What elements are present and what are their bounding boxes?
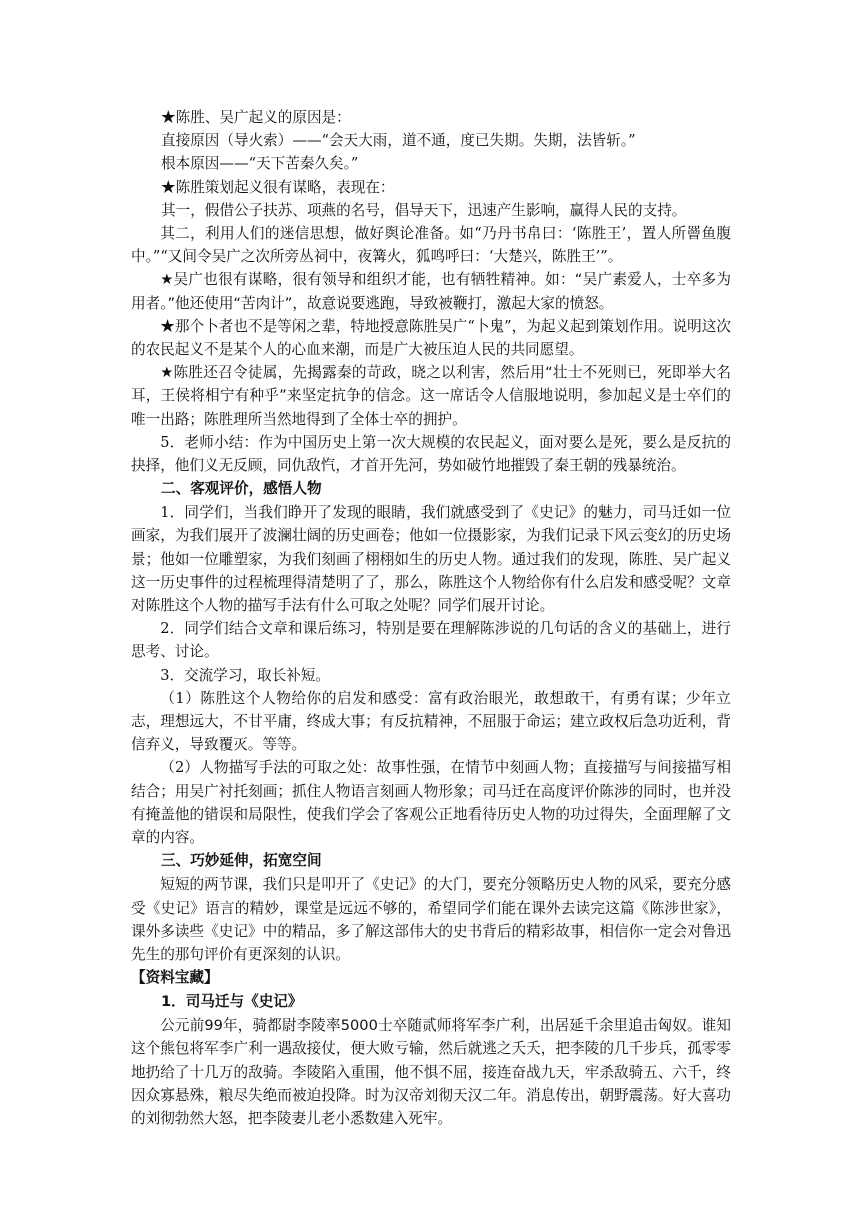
plan-point-second: 其二，利用人们的迷信思想，做好舆论准备。如“乃丹书帛曰：‘陈胜王’，置人所罾鱼腹中。”“又间令吴广之次所旁丛祠中，夜篝火，狐鸣呼曰：‘大楚兴，陈胜王’”。 bbox=[131, 225, 731, 266]
wuguang-paragraph: ★吴广也很有谋略，很有领导和组织才能，也有牺牲精神。如：“吴广素爱人，士卒多为用者。”他还使用“苦肉计”，故意说要逃跑，导致被鞭打，激起大家的愤怒。 bbox=[131, 271, 731, 312]
direct-cause: 直接原因（导火索）——“会天大雨，道不通，度已失期。失期，法皆斩。” bbox=[161, 132, 636, 150]
extension-paragraph: 短短的两节课，我们只是叩开了《史记》的大门，要充分领略历史人物的风采，要充分感受《史记》语言的精妙，课堂是远远不够的，希望同学们能在课外去读完这篇《陈涉世家》，课外多读些《史记》中的精品，多了解这部伟大的史书背后的精彩故事，相信你一定会对鲁迅先生的那句评价有更深刻的认识。 bbox=[131, 876, 731, 963]
evaluation-paragraph-2: 2．同学们结合文章和课后练习，特别是要在理解陈涉说的几句话的含义的基础上，进行思考、讨论。 bbox=[131, 620, 731, 661]
resources-heading: 【资料宝藏】 bbox=[131, 969, 219, 987]
resources-sub-heading: 1．司马迁与《史记》 bbox=[161, 993, 303, 1011]
section-heading-evaluation: 二、客观评价，感悟人物 bbox=[161, 480, 322, 498]
causes-title: ★陈胜、吴广起义的原因是： bbox=[161, 109, 351, 126]
plan-title: ★陈胜策划起义很有谋略，表现在： bbox=[161, 178, 395, 196]
summon-paragraph: ★陈胜还召令徒属，先揭露秦的苛政，晓之以利害，然后用“壮士不死则已，死即举大名耳，王侯将相宁有种乎”来坚定抗争的信念。这一席话令人信服地说明，参加起义是士卒们的唯一出路；陈胜理所当然地得到了全体士卒的拥护。 bbox=[131, 364, 731, 428]
document-page bbox=[131, 106, 731, 1130]
evaluation-paragraph-3: 3．交流学习，取长补短。 bbox=[160, 666, 331, 684]
teacher-summary: 5．老师小结：作为中国历史上第一次大规模的农民起义，面对要么是死，要么是反抗的抉择，他们义无反顾，同仇敌忾，才首开先河，势如破竹地摧毁了秦王朝的残暴统治。 bbox=[131, 433, 731, 475]
evaluation-paragraph-4: （1）陈胜这个人物给你的启发和感受：富有政治眼光，敢想敢干，有勇有谋；少年立志，理想远大，不甘平庸，终成大事；有反抗精神，不屈服于命运；建立政权后急功近利，背信弃义，导致覆灭。等等。 bbox=[131, 689, 731, 754]
evaluation-paragraph-1: 1．同学们，当我们睁开了发现的眼睛，我们就感受到了《史记》的魅力，司马迁如一位画家，为我们展开了波澜壮阔的历史画卷；他如一位摄影家，为我们记录下风云变幻的历史场景；他如一位雕塑家，为我们刻画了栩栩如生的历史人物。通过我们的发现，陈胜、吴广起义这一历史事件的过程梳理得清楚明了了，那么，陈胜这个人物给你有什么启发和感受呢？文章对陈胜这个人物的描写手法有什么可取之处呢？同学们展开讨论。 bbox=[131, 504, 731, 615]
plan-point-first: 其一，假借公子扶苏、项燕的名号，倡导天下，迅速产生影响，赢得人民的支持。 bbox=[161, 201, 687, 219]
resources-paragraph: 公元前99年，骑都尉李陵率5000士卒随贰师将军李广利，出居延千余里追击匈奴。谁知这个熊包将军李广利一遇敌接仗，便大败亏输，然后就逃之夭夭，把李陵的几千步兵，孤零零地扔给了十几万的敌骑。李陵陷入重围，他不惧不屈，接连奋战九天，牢杀敌骑五、六千，终因众寡悬殊，粮尽失绝而被迫投降。时为汉帝刘彻天汉二年。消息传出，朝野震荡。好大喜功的刘彻勃然大怒，把李陵妻儿老小悉数建入死牢。 bbox=[131, 1017, 731, 1127]
diviner-paragraph: ★那个卜者也不是等闲之辈，特地授意陈胜吴广“卜鬼”，为起义起到策划作用。说明这次的农民起义不是某个人的心血来潮，而是广大被压迫人民的共同愿望。 bbox=[131, 317, 731, 359]
evaluation-paragraph-5: （2）人物描写手法的可取之处：故事性强，在情节中刻画人物；直接描写与间接描写相结合；用吴广衬托刻画；抓住人物语言刻画人物形象；司马迁在高度评价陈涉的同时，也并没有掩盖他的错误和局限性，使我们学会了客观公正地看待历史人物的功过得失，全面理解了文章的内容。 bbox=[131, 759, 731, 847]
section-heading-extension: 三、巧妙延伸，拓宽空间 bbox=[161, 852, 322, 870]
root-cause: 根本原因——“天下苦秦久矣。” bbox=[161, 155, 359, 173]
